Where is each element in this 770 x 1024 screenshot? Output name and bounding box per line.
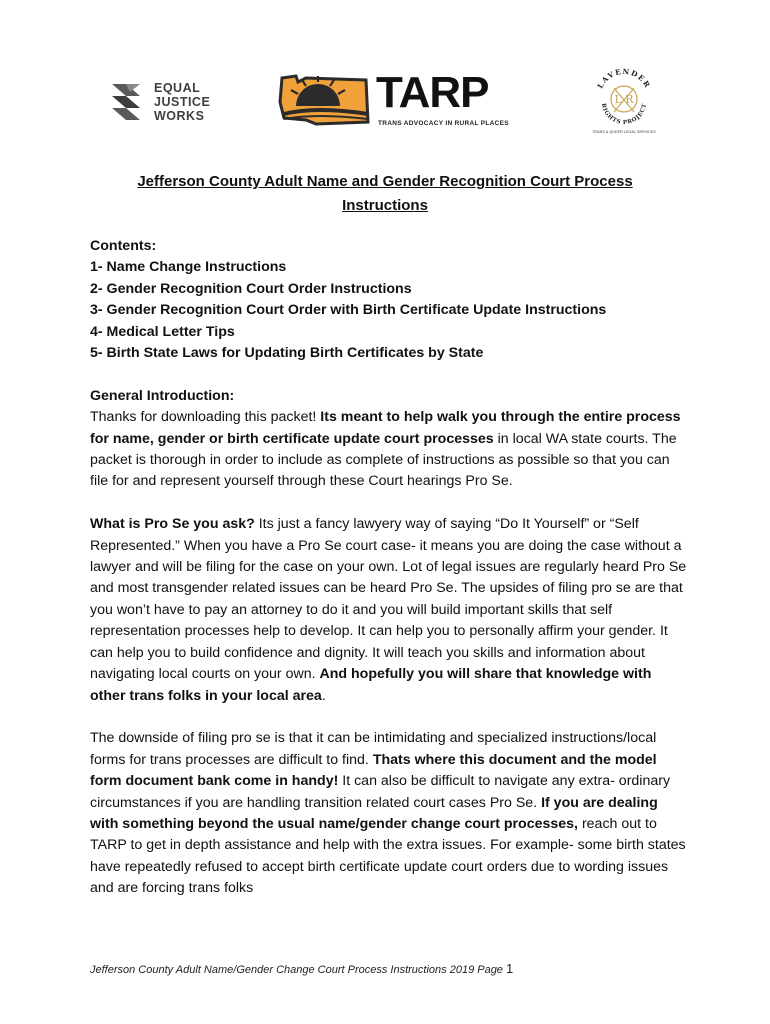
contents-item: 3- Gender Recognition Court Order with Birth Certificate Update Instructions: [90, 302, 607, 319]
ejw-line-1: EQUAL: [154, 81, 201, 95]
tarp-logo: [276, 70, 516, 132]
downside-emphasis: If you are dealing with something beyond the usual name/gender change court processes,: [90, 794, 658, 832]
footer-text: Jefferson County Adult Name/Gender Change Court Process Instructions 2019 Page: [90, 964, 506, 976]
intro-paragraph: [90, 407, 690, 493]
downside-text: It can also be difficult to navigate any extra- ordinary circumstances if you are handling transition related court cases Pro Se.: [90, 773, 671, 811]
intro-text: Thanks for downloading this packet!: [90, 409, 321, 426]
lavender-seal-icon: [590, 66, 658, 130]
intro-emphasis: Its meant to help walk you through the entire process for name, gender or birth certificate update court processes: [90, 409, 681, 447]
page-footer: [90, 961, 513, 976]
intro-heading: General Introduction:: [90, 387, 235, 404]
pro-se-text: .: [321, 687, 326, 704]
lavender-arc-top-text: LAVENDER: [595, 66, 653, 90]
page-number: 1: [506, 961, 514, 976]
downside-emphasis: Thats where this document and the model form document bank come in handy!: [90, 751, 657, 790]
contents-item: 2- Gender Recognition Court Order Instructions: [90, 280, 412, 297]
lavender-letters: L R: [614, 93, 634, 106]
ejw-wordmark: [154, 81, 210, 123]
tarp-wordmark: TARP: [376, 68, 489, 117]
title-line-2: Instructions: [342, 197, 428, 214]
pro-se-text: Its just a fancy lawyery way of saying “Do It Yourself” or “Self Represented.” When you have a Pro Se court case- it means you are doing the case without a lawyer and will be filing for the case on your own. Lot of legal issues are regularly heard Pro Se and most transgender related issues can be heard Pro Se. The upsides of filing pro se are that you won’t have to pay an attorney to do it and you will build important skills that self representation processes help to develop. It can help you to personally affirm your gender. It can help you to build confidence and dignity. It will teach you skills and information about navigating local courts on your own.: [90, 516, 687, 683]
ejw-line-2: JUSTICE: [154, 95, 211, 109]
tarp-tagline: TRANS ADVOCACY IN RURAL PLACES: [378, 120, 509, 127]
downside-text: reach out to TARP to get in depth assistance and help with the extra issues. For example- some birth states have repeatedly refused to accept birth certificate update court orders due to wording issues and are forcing trans folks: [90, 815, 686, 897]
contents-heading: Contents:: [90, 238, 157, 254]
title-line-1: Jefferson County Adult Name and Gender Recognition Court Process: [137, 173, 633, 190]
downside-text: The downside of filing pro se is that it can be intimidating and specialized instructions/local forms for trans processes are difficult to find.: [90, 730, 657, 768]
ejw-line-3: WORKS: [154, 109, 205, 123]
lavender-arc-bottom-text: RIGHTS PROJECT: [599, 102, 649, 127]
document-body: [90, 236, 690, 900]
logo-bar: [0, 60, 770, 145]
pro-se-question: What is Pro Se you ask?: [90, 516, 255, 533]
lavender-rights-project-logo: [590, 66, 658, 141]
lavender-subtitle: TRANS & QUEER LEGAL SERVICES: [592, 130, 656, 134]
washington-state-sunrise-icon: [276, 72, 372, 130]
intro-text: in local WA state courts. The packet is thorough in order to include as complete of instructions as possible so that you can file for and represent yourself through these Court hearings Pro Se.: [90, 430, 677, 490]
contents-item: 5- Birth State Laws for Updating Birth Certificates by State: [90, 345, 484, 362]
pro-se-paragraph: [90, 514, 690, 707]
page-title: [90, 170, 680, 218]
ejw-chevron-icon: [108, 82, 146, 122]
equal-justice-works-logo: [108, 80, 218, 124]
contents-item: 1- Name Change Instructions: [90, 259, 287, 276]
contents-item: 4- Medical Letter Tips: [90, 323, 235, 340]
downside-paragraph: [90, 728, 690, 899]
svg-text:RIGHTS PROJECT: [600, 103, 648, 126]
pro-se-emphasis: And hopefully you will share that knowledge with other trans folks in your local area: [90, 666, 652, 704]
